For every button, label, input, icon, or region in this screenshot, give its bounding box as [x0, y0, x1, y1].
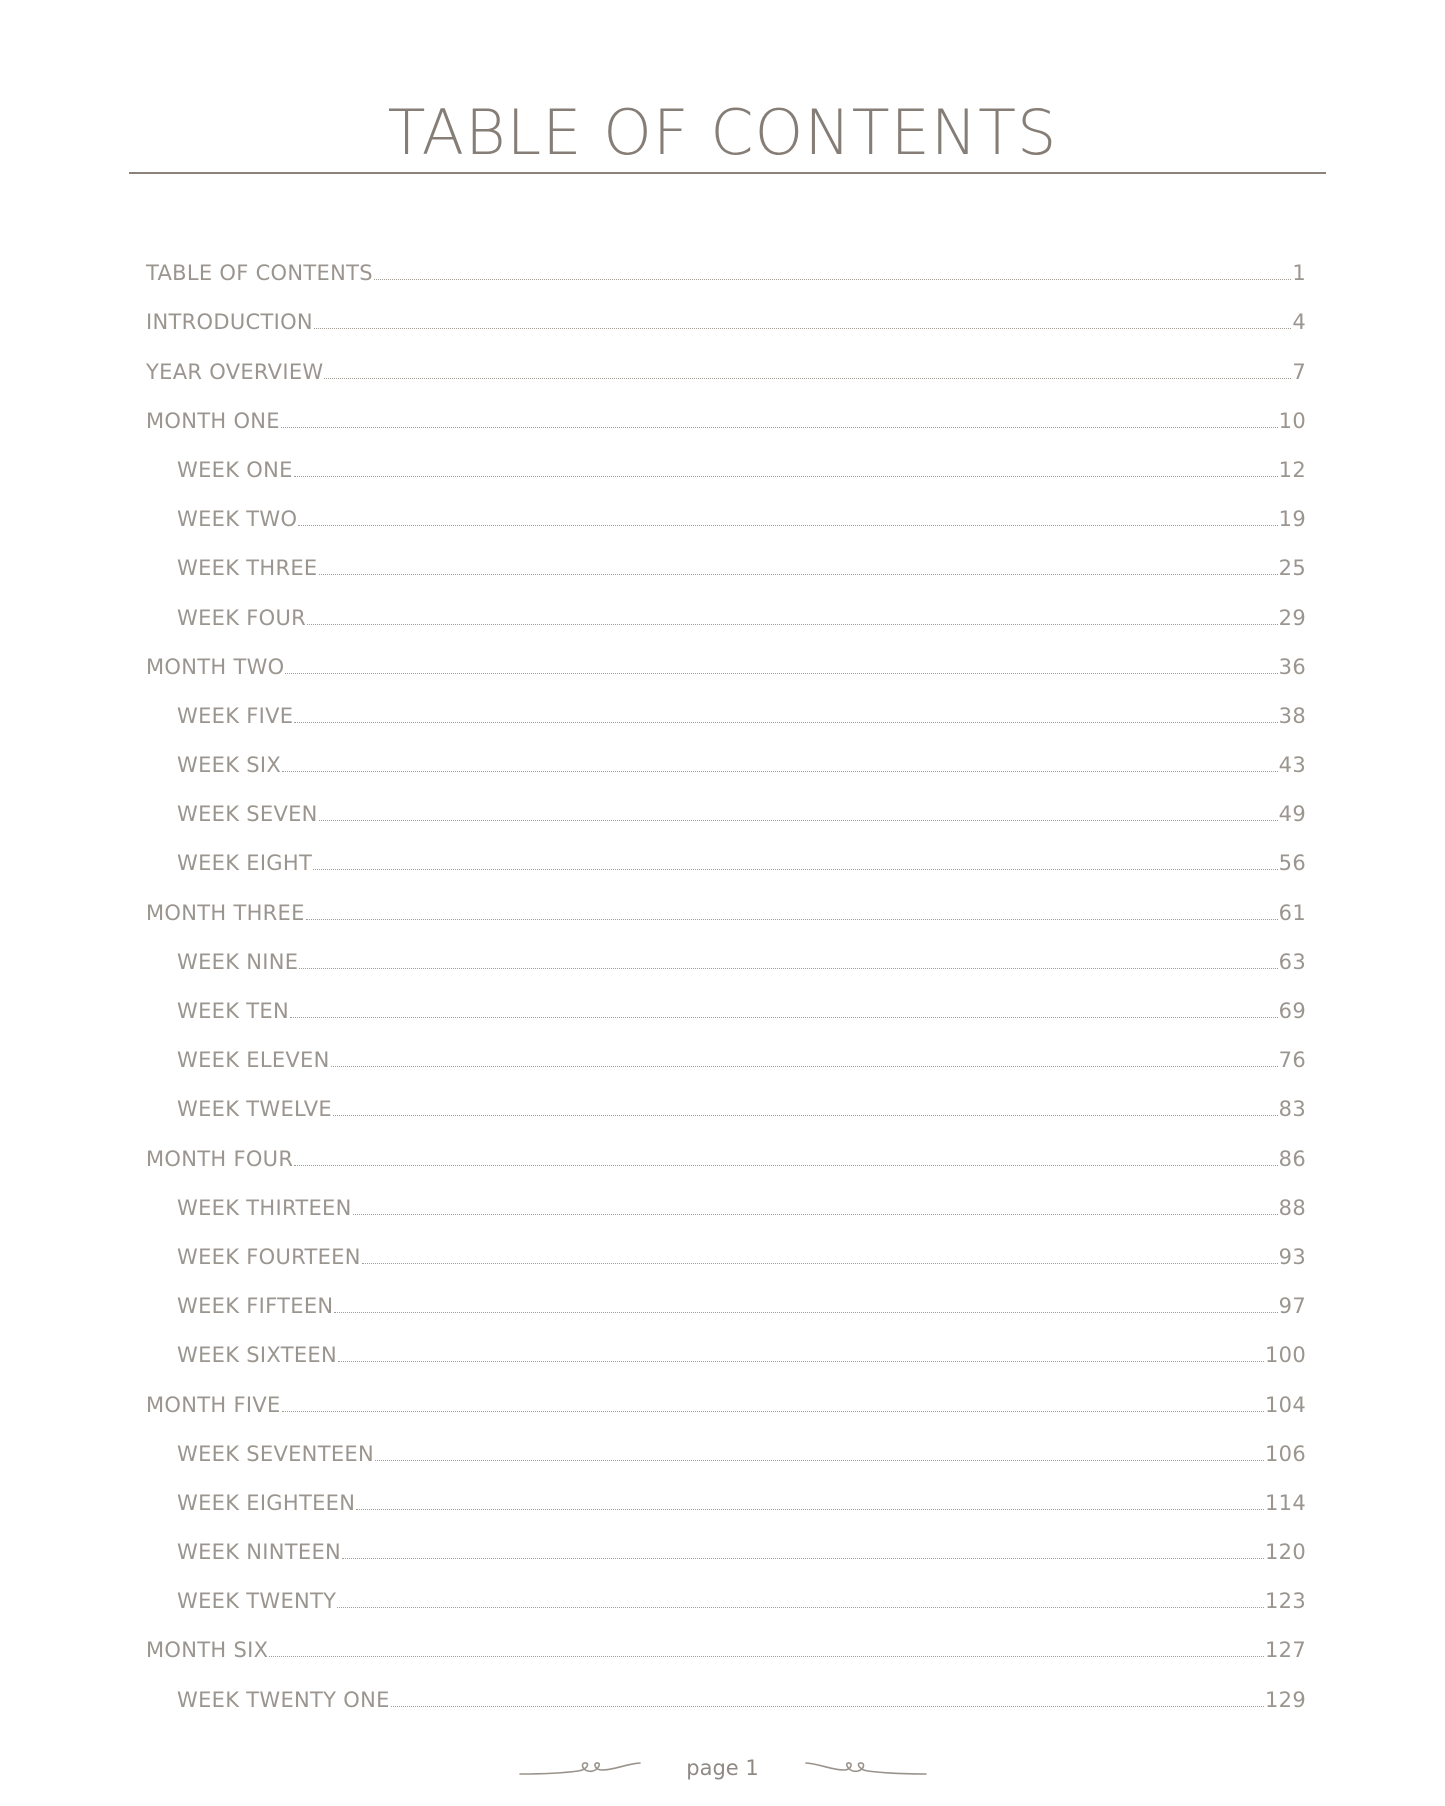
- dot-leader: [333, 1114, 1278, 1116]
- toc-entry-page-number: 120: [1265, 1540, 1306, 1565]
- toc-entry[interactable]: [146, 1131, 1306, 1180]
- toc-entry-label: MONTH ONE: [146, 408, 280, 433]
- toc-entry-label: TABLE OF CONTENTS: [146, 261, 373, 286]
- toc-subentry[interactable]: [146, 1082, 1306, 1131]
- toc-entry-page-number: 29: [1278, 605, 1306, 630]
- toc-entry-page-number: 1: [1292, 261, 1306, 286]
- toc-entry-label: WEEK FIVE: [177, 703, 294, 728]
- toc-subentry[interactable]: [146, 787, 1306, 836]
- dot-leader: [362, 1262, 1278, 1264]
- toc-entry-label: MONTH SIX: [146, 1638, 269, 1663]
- toc-entry[interactable]: [146, 885, 1306, 934]
- toc-entry-page-number: 36: [1278, 654, 1306, 679]
- toc-subentry[interactable]: [146, 1476, 1306, 1525]
- toc-entry-page-number: 76: [1278, 1048, 1306, 1073]
- toc-entry[interactable]: [146, 295, 1306, 344]
- toc-entry-label: WEEK EIGHTEEN: [177, 1490, 356, 1515]
- toc-entry[interactable]: [146, 640, 1306, 689]
- toc-entry-page-number: 123: [1265, 1589, 1306, 1614]
- toc-entry[interactable]: [146, 344, 1306, 393]
- dot-leader: [313, 868, 1278, 870]
- toc-entry-label: WEEK THREE: [177, 556, 318, 581]
- toc-entry-label: YEAR OVERVIEW: [146, 359, 324, 384]
- dot-leader: [319, 573, 1278, 575]
- toc-entry-page-number: 63: [1278, 949, 1306, 974]
- toc-entry-page-number: 19: [1278, 507, 1306, 532]
- toc-entry-page-number: 106: [1265, 1441, 1306, 1466]
- toc-entry-page-number: 93: [1278, 1244, 1306, 1269]
- toc-entry-page-number: 7: [1292, 359, 1306, 384]
- toc-entry-label: WEEK SIX: [177, 753, 282, 778]
- toc-entry-label: WEEK TWENTY ONE: [177, 1687, 390, 1712]
- toc-entry-page-number: 86: [1278, 1146, 1306, 1171]
- dot-leader: [375, 1459, 1264, 1461]
- dot-leader: [337, 1606, 1264, 1608]
- dot-leader: [285, 672, 1277, 674]
- dot-leader: [269, 1655, 1264, 1657]
- toc-entry-label: MONTH THREE: [146, 900, 305, 925]
- toc-entry-page-number: 127: [1265, 1638, 1306, 1663]
- dot-leader: [294, 721, 1277, 723]
- toc-entry-page-number: 10: [1278, 408, 1306, 433]
- toc-subentry[interactable]: [146, 738, 1306, 787]
- dot-leader: [391, 1705, 1264, 1707]
- toc-entry-page-number: 4: [1292, 310, 1306, 335]
- dot-leader: [290, 1016, 1278, 1018]
- dot-leader: [307, 623, 1278, 625]
- toc-entry-page-number: 49: [1278, 802, 1306, 827]
- toc-entry-label: INTRODUCTION: [146, 310, 313, 335]
- page-footer: [0, 1750, 1445, 1790]
- dot-leader: [299, 967, 1277, 969]
- toc-entry-label: WEEK SEVENTEEN: [177, 1441, 374, 1466]
- toc-entry-page-number: 83: [1278, 1097, 1306, 1122]
- toc-entry-label: WEEK ONE: [177, 457, 293, 482]
- dot-leader: [342, 1557, 1264, 1559]
- dot-leader: [306, 918, 1278, 920]
- dot-leader: [331, 1065, 1278, 1067]
- toc-entry-label: WEEK SEVEN: [177, 802, 318, 827]
- toc-entry-page-number: 12: [1278, 457, 1306, 482]
- toc-entry-label: WEEK NINE: [177, 949, 299, 974]
- dot-leader: [314, 327, 1291, 329]
- toc-entry-label: MONTH FOUR: [146, 1146, 294, 1171]
- toc-subentry[interactable]: [146, 1574, 1306, 1623]
- toc-subentry[interactable]: [146, 1279, 1306, 1328]
- toc-entry-page-number: 43: [1278, 753, 1306, 778]
- toc-subentry[interactable]: [146, 984, 1306, 1033]
- toc-subentry[interactable]: [146, 1427, 1306, 1476]
- right-flourish-icon: [802, 1754, 928, 1782]
- toc-entry-label: WEEK TEN: [177, 999, 289, 1023]
- toc-entry[interactable]: [146, 394, 1306, 443]
- dot-leader: [282, 770, 1278, 772]
- dot-leader: [298, 524, 1277, 526]
- dot-leader: [334, 1311, 1277, 1313]
- toc-entry[interactable]: [146, 1623, 1306, 1672]
- dot-leader: [294, 1164, 1277, 1166]
- dot-leader: [281, 426, 1278, 428]
- toc-entry-label: MONTH FIVE: [146, 1392, 281, 1417]
- dot-leader: [356, 1508, 1264, 1510]
- dot-leader: [324, 377, 1291, 379]
- toc-entry-label: WEEK FOURTEEN: [177, 1244, 361, 1269]
- dot-leader: [338, 1360, 1264, 1362]
- toc-entry-label: WEEK NINTEEN: [177, 1540, 342, 1565]
- toc-subentry[interactable]: [146, 1328, 1306, 1377]
- toc-subentry[interactable]: [146, 1033, 1306, 1082]
- toc-entry-label: WEEK SIXTEEN: [177, 1343, 337, 1368]
- page-number: page 1: [686, 1756, 759, 1780]
- toc-entry-page-number: 56: [1278, 851, 1306, 876]
- title-divider: [129, 172, 1326, 174]
- table-of-contents: [146, 246, 1306, 1722]
- toc-entry-label: WEEK FIFTEEN: [177, 1294, 334, 1319]
- toc-entry-page-number: 25: [1278, 556, 1306, 581]
- toc-entry-page-number: 69: [1278, 999, 1306, 1023]
- toc-entry-label: WEEK ELEVEN: [177, 1048, 330, 1073]
- dot-leader: [294, 475, 1278, 477]
- toc-entry-label: WEEK TWO: [177, 507, 298, 532]
- toc-subentry[interactable]: [146, 590, 1306, 639]
- toc-subentry[interactable]: [146, 689, 1306, 738]
- toc-entry-page-number: 100: [1265, 1343, 1306, 1368]
- toc-subentry[interactable]: [146, 492, 1306, 541]
- toc-entry-label: WEEK TWENTY: [177, 1589, 337, 1614]
- toc-entry-page-number: 38: [1278, 703, 1306, 728]
- toc-subentry[interactable]: [146, 541, 1306, 590]
- toc-subentry[interactable]: [146, 836, 1306, 885]
- toc-entry-page-number: 129: [1265, 1687, 1306, 1712]
- dot-leader: [282, 1410, 1264, 1412]
- toc-subentry[interactable]: [146, 443, 1306, 492]
- toc-entry-label: WEEK FOUR: [177, 605, 307, 630]
- dot-leader: [374, 278, 1291, 280]
- toc-entry-page-number: 114: [1265, 1490, 1306, 1515]
- toc-entry-page-number: 97: [1278, 1294, 1306, 1319]
- toc-entry-label: WEEK THIRTEEN: [177, 1195, 352, 1220]
- toc-entry-page-number: 104: [1265, 1392, 1306, 1417]
- toc-subentry[interactable]: [146, 1672, 1306, 1721]
- toc-entry-page-number: 88: [1278, 1195, 1306, 1220]
- toc-entry[interactable]: [146, 246, 1306, 295]
- page-title: TABLE OF CONTENTS: [387, 96, 1058, 169]
- toc-entry-label: WEEK TWELVE: [177, 1097, 332, 1122]
- toc-subentry[interactable]: [146, 935, 1306, 984]
- toc-entry-label: WEEK EIGHT: [177, 851, 313, 876]
- toc-subentry[interactable]: [146, 1181, 1306, 1230]
- toc-entry[interactable]: [146, 1377, 1306, 1426]
- dot-leader: [353, 1213, 1278, 1215]
- toc-subentry[interactable]: [146, 1230, 1306, 1279]
- toc-entry-page-number: 61: [1278, 900, 1306, 925]
- dot-leader: [319, 819, 1278, 821]
- toc-subentry[interactable]: [146, 1525, 1306, 1574]
- toc-entry-label: MONTH TWO: [146, 654, 285, 679]
